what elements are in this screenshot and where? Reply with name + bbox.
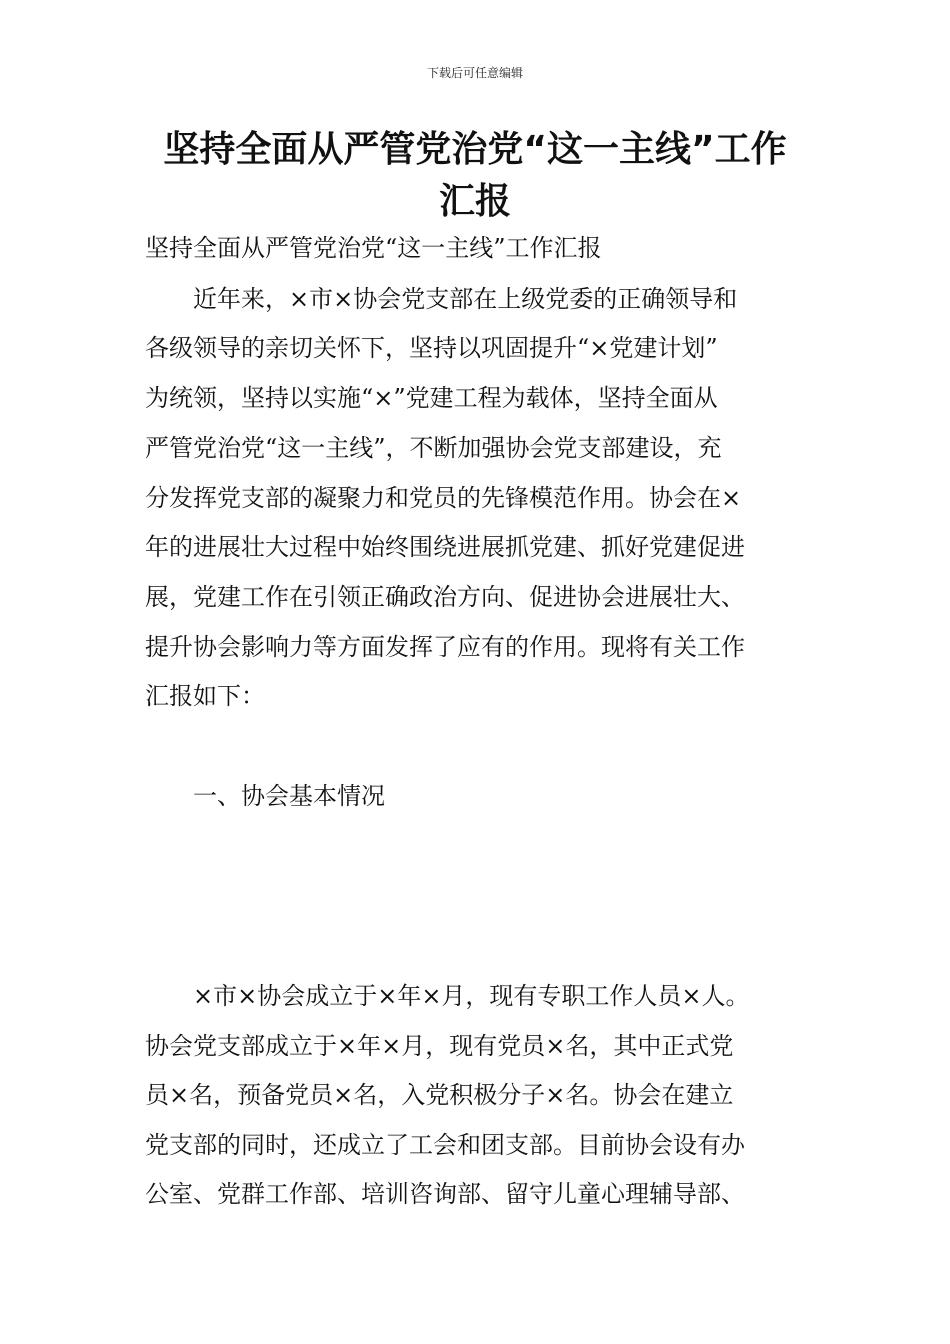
title-line-1: 坚持全面从严管党治党“这一主线”工作 <box>163 129 787 170</box>
intro-line: 汇报如下： <box>145 682 265 710</box>
section-line: 协会党支部成立于×年×月，现有党员×名，其中正式党 <box>145 1032 734 1060</box>
section-line: ×市×协会成立于×年×月，现有专职工作人员×人。 <box>193 982 750 1010</box>
intro-line: 各级领导的亲切关怀下，坚持以巩固提升“×党建计划” <box>145 334 718 362</box>
subtitle: 坚持全面从严管党治党“这一主线”工作汇报 <box>145 234 602 262</box>
title-line-2: 汇报 <box>438 181 511 222</box>
intro-line: 年的进展壮大过程中始终围绕进展抓党建、抓好党建促进 <box>145 533 745 561</box>
header-note: 下载后可任意编辑 <box>426 66 523 80</box>
intro-line: 提升协会影响力等方面发挥了应有的作用。现将有关工作 <box>145 633 745 661</box>
intro-line: 严管党治党“这一主线”，不断加强协会党支部建设，充 <box>145 434 722 462</box>
section-line: 党支部的同时，还成立了工会和团支部。目前协会设有办 <box>145 1131 745 1159</box>
intro-line: 为统领，坚持以实施“×”党建工程为载体，坚持全面从 <box>145 384 718 412</box>
document-title <box>120 124 830 228</box>
intro-line: 分发挥党支部的凝聚力和党员的先锋模范作用。协会在× <box>145 484 742 512</box>
section-heading: 一、协会基本情况 <box>193 782 385 810</box>
section-line: 员×名，预备党员×名，入党积极分子×名。协会在建立 <box>145 1081 734 1109</box>
intro-line: 展，党建工作在引领正确政治方向、促进协会进展壮大、 <box>145 583 745 611</box>
section-line: 公室、党群工作部、培训咨询部、留守儿童心理辅导部、 <box>145 1180 745 1208</box>
intro-line: 近年来，×市×协会党支部在上级党委的正确领导和 <box>193 285 738 313</box>
